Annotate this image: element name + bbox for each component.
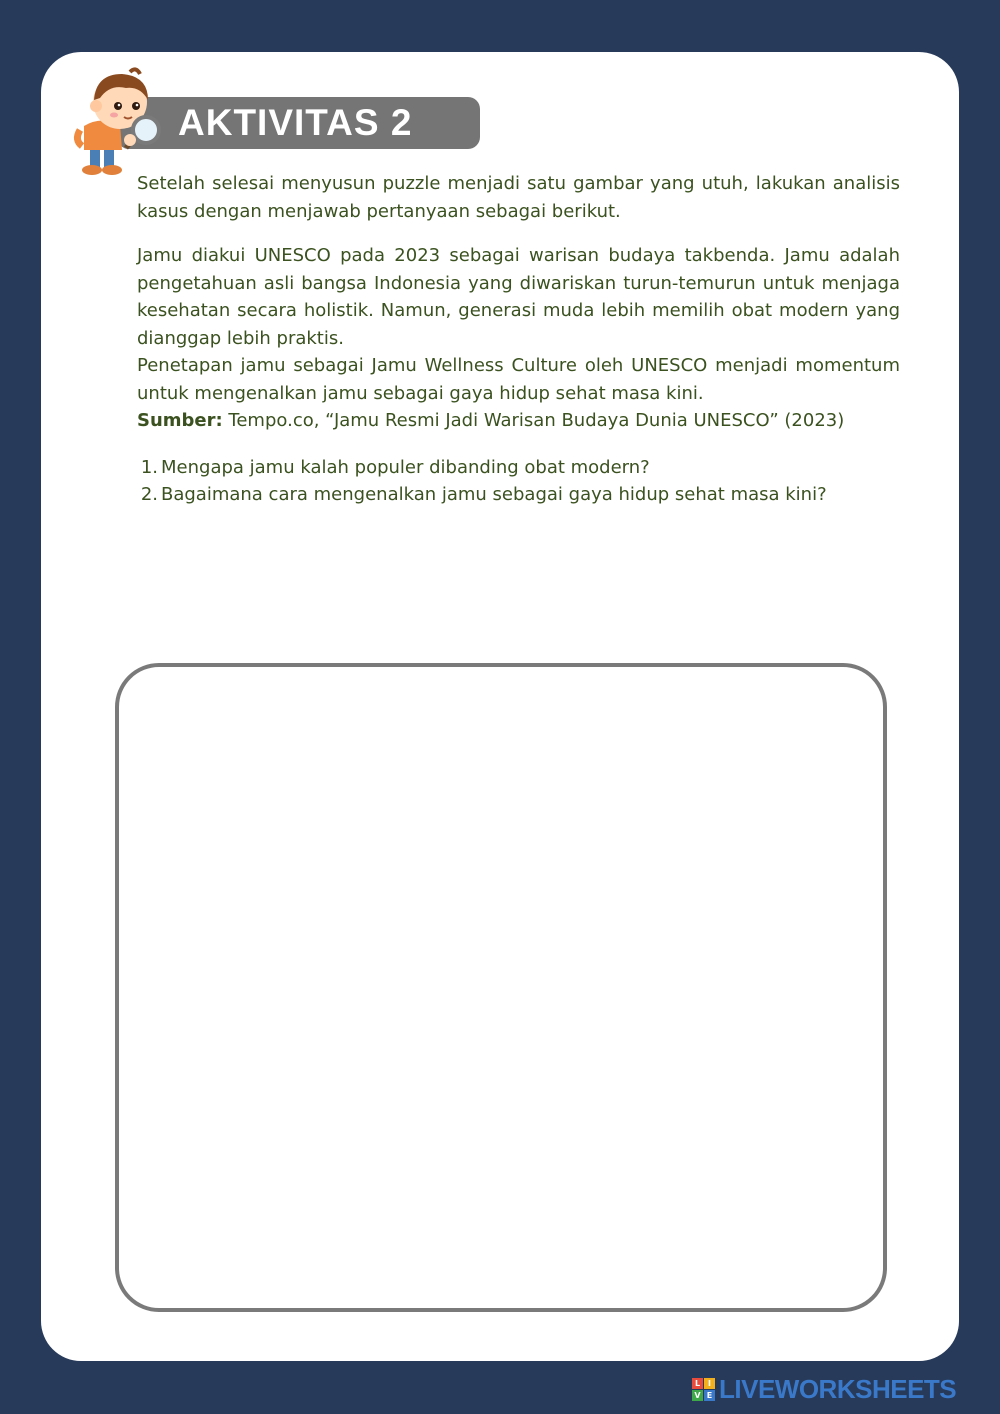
question-item	[137, 454, 900, 482]
page-title: AKTIVITAS 2	[178, 102, 413, 143]
worksheet-content	[137, 170, 900, 509]
question-number: 1.	[140, 456, 158, 478]
liveworksheets-logo	[692, 1373, 957, 1404]
question-text: Mengapa jamu kalah populer dibanding obat modern?	[161, 456, 650, 478]
logo-square-v: V	[692, 1390, 703, 1401]
logo-square-e: E	[704, 1390, 715, 1401]
logo-squares	[692, 1378, 715, 1401]
case-paragraph-2: Penetapan jamu sebagai Jamu Wellness Culture oleh UNESCO menjadi momentum untuk mengenalkan jamu sebagai gaya hidup sehat masa kini.	[137, 355, 900, 404]
question-list	[137, 454, 900, 509]
question-item	[137, 481, 900, 509]
source-label: Sumber:	[137, 410, 223, 431]
question-number: 2.	[140, 484, 158, 505]
source-line	[137, 407, 900, 435]
brand-name: LIVEWORKSHEETS	[719, 1373, 957, 1404]
intro-paragraph: Setelah selesai menyusun puzzle menjadi satu gambar yang utuh, lakukan analisis kasus dengan menjawab pertanyaan sebagai berikut.	[137, 173, 900, 222]
logo-square-l: L	[692, 1378, 703, 1389]
logo-square-i: I	[704, 1378, 715, 1389]
source-text: Tempo.co, “Jamu Resmi Jadi Warisan Budaya Dunia UNESCO” (2023)	[222, 410, 845, 431]
case-paragraph-1: Jamu diakui UNESCO pada 2023 sebagai warisan budaya takbenda. Jamu adalah pengetahuan asli bangsa Indonesia yang diwariskan turun-temurun untuk menjaga kesehatan secara holistik. Namun, generasi muda lebih memilih obat modern yang dianggap lebih praktis.	[137, 245, 900, 349]
answer-box[interactable]	[115, 663, 887, 1312]
question-text: Bagaimana cara mengenalkan jamu sebagai gaya hidup sehat masa kini?	[161, 484, 827, 505]
boy-with-magnifying-glass-icon	[70, 66, 166, 178]
